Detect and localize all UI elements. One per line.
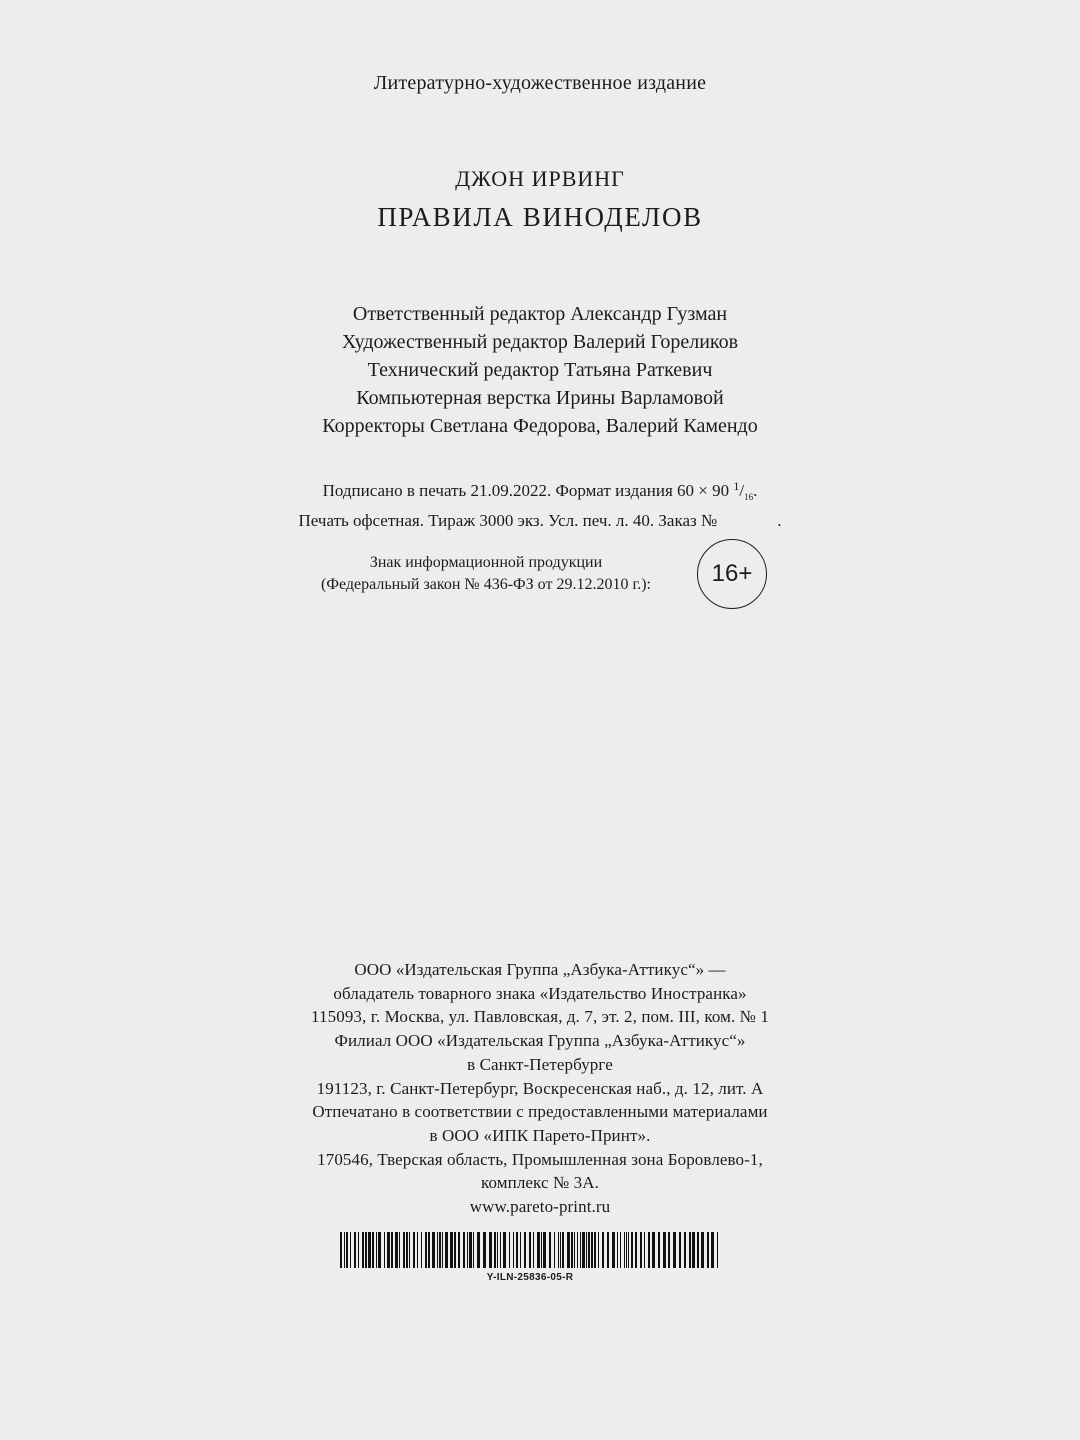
fraction-numerator: 1 <box>733 479 740 493</box>
book-title: ПРАВИЛА ВИНОДЕЛОВ <box>377 202 703 232</box>
publisher-line: 170546, Тверская область, Промышленная зона Боровлево-1, <box>317 1149 763 1169</box>
print-info-line-2 <box>0 509 1080 533</box>
fraction-denominator: 16 <box>744 492 754 502</box>
publisher-line: в ООО «ИПК Парето-Принт». <box>429 1125 651 1145</box>
author-name: ДЖОН ИРВИНГ <box>455 166 625 191</box>
website-link: www.pareto-print.ru <box>469 1197 611 1217</box>
credit-line: Компьютерная верстка Ирины Варламовой <box>356 387 724 409</box>
age-rating-badge <box>697 539 767 609</box>
publisher-line: Отпечатано в соответствии с предоставленными материалами <box>312 1102 768 1122</box>
info-sign-line-2: (Федеральный закон № 436-ФЗ от 29.12.2010 г.): <box>320 576 651 593</box>
credit-line: Ответственный редактор Александр Гузман <box>352 303 728 325</box>
format-fraction: $^1/_{16}$ <box>733 479 754 502</box>
publisher-line: 191123, г. Санкт-Петербург, Воскресенская наб., д. 12, лит. А <box>316 1078 764 1098</box>
barcode <box>340 1232 720 1268</box>
credit-line: Технический редактор Татьяна Раткевич <box>367 359 713 381</box>
credits-block <box>0 300 1080 440</box>
info-sign-text <box>296 552 676 596</box>
publisher-block <box>0 958 1080 1219</box>
publisher-line: обладатель товарного знака «Издательство Иностранка» <box>333 983 747 1003</box>
publisher-line: 115093, г. Москва, ул. Павловская, д. 7, эт. 2, пом. III, ком. № 1 <box>311 1007 769 1027</box>
credit-line: Корректоры Светлана Федорова, Валерий Камендо <box>322 415 758 437</box>
age-rating-label: 16+ <box>711 560 753 587</box>
info-sign-line-1: Знак информационной продукции <box>369 554 603 571</box>
publisher-line: комплекс № 3А. <box>481 1173 599 1193</box>
publisher-line: ООО «Издательская Группа „Азбука-Аттикус“» — <box>354 960 726 979</box>
barcode-code: Y-ILN-25836-05-R <box>486 1272 574 1283</box>
edition-type: Литературно-художественное издание <box>373 72 707 94</box>
print-info-order: Печать офсетная. Тираж 3000 экз. Усл. печ. л. 40. Заказ № <box>298 511 718 530</box>
print-info-line-1 <box>0 474 1080 509</box>
publisher-line: в Санкт-Петербурге <box>467 1054 613 1074</box>
publisher-line: Филиал ООО «Издательская Группа „Азбука-Аттикус“» <box>334 1031 746 1051</box>
line-1-end: . <box>753 481 758 500</box>
line-2-end: . <box>777 511 782 530</box>
print-info <box>0 474 1080 533</box>
credit-line: Художественный редактор Валерий Гореликов <box>341 331 739 353</box>
print-info-format: Подписано в печать 21.09.2022. Формат издания 60 × 90 <box>322 481 730 500</box>
